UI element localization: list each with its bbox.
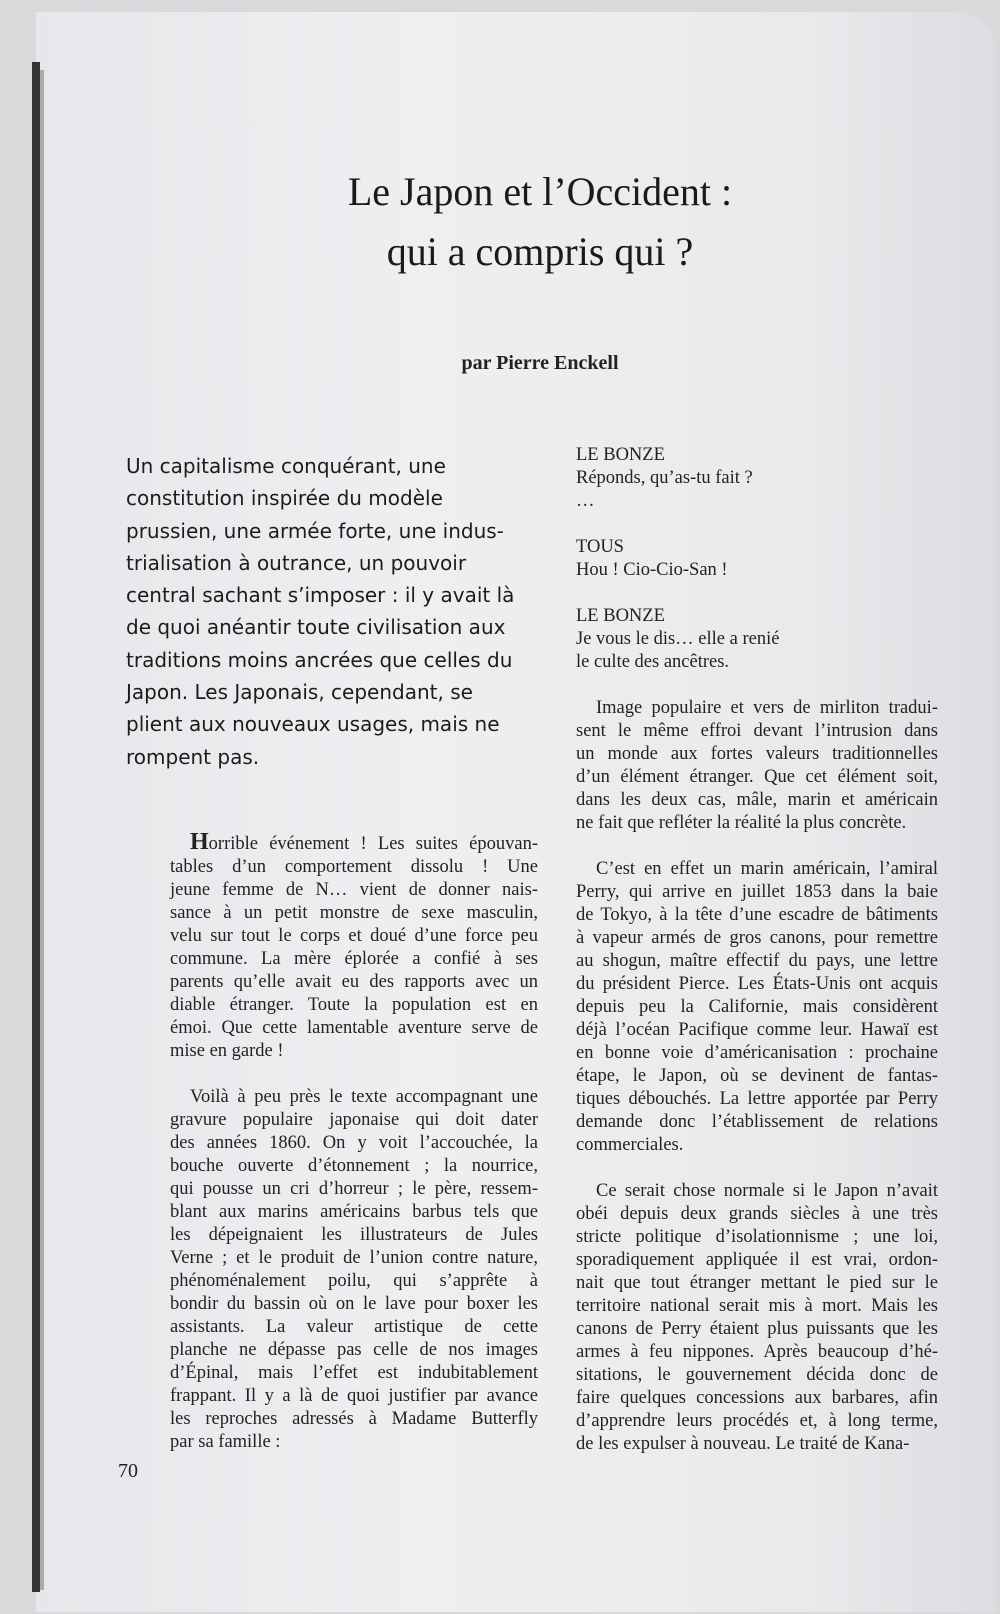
text-line: diable étranger. Toute la population est en [170,995,538,1015]
dialogue-line: Réponds, qu’as-tu fait ? [576,468,753,488]
text-line: obéi depuis deux grands siècles à une très [576,1204,938,1224]
intro-line: traditions moins ancrées que celles du [126,647,513,672]
speaker-name: TOUS [576,537,624,557]
dialogue-line: Je vous le dis… elle a renié [576,629,780,649]
intro-line: plient aux nouveaux usages, mais ne [126,712,500,737]
text-line: qui pousse un cri d’horreur ; le père, ressem- [170,1179,538,1199]
dialogue-speech [576,605,938,674]
paragraph [170,831,538,1063]
right-column [576,444,938,1479]
text-line: Perry, qui arrive en juillet 1853 dans la baie [576,882,938,902]
article-title-line-2: qui a compris qui ? [386,229,694,274]
paragraph [576,697,938,835]
text-line: stricte politique d’isolationnisme ; une loi, [576,1227,938,1247]
text-line: planche ne dépasse pas celle de nos images [170,1340,538,1360]
text-line: demande donc l’établissement de relations [576,1112,938,1132]
text-line: Horrible événement ! Les suites épouvan- [190,829,538,855]
text-line: Ce serait chose normale si le Japon n’avait [596,1181,938,1201]
text-line: jeune femme de N… vient de donner nais- [170,880,538,900]
text-line: nait que tout étranger mettant le pied sur le [576,1273,938,1293]
intro-line: de quoi anéantir toute civilisation aux [126,615,506,640]
text-line: d’un élément étranger. Que cet élément soit, [576,767,938,787]
text-line: canons de Perry étaient plus puissants que les [576,1319,938,1339]
paragraph [576,858,938,1157]
article-title-line-1: Le Japon et l’Occident : [347,169,733,214]
intro-line: prussien, une armée forte, une indus- [126,518,504,543]
text-line: Verne ; et le produit de l’union contre nature, [170,1248,538,1268]
text-line: sent le même effroi devant l’intrusion dans [576,721,938,741]
speaker-name: LE BONZE [576,445,665,465]
text-line: bondir du bassin où on le lave pour boxer les [170,1294,538,1314]
text-line: par sa famille : [170,1432,281,1452]
intro-line: central sachant s’imposer : il y avait là [126,583,515,608]
text-line: commerciales. [576,1135,684,1155]
text-line: tables d’un comportement dissolu ! Une [170,857,538,877]
text-line: les reproches adressés à Madame Butterfly [170,1409,538,1429]
text-line: tiques débouchés. La lettre apportée par Perry [576,1089,938,1109]
text-line: de les expulser à nouveau. Le traité de Kana- [576,1434,910,1454]
text-line: assistants. La valeur artistique de cette [170,1317,538,1337]
article-intro [126,450,514,773]
dialogue-speech [576,536,938,582]
text-line: déjà l’océan Pacifique comme leur. Hawaï est [576,1020,938,1040]
page-edge-shadow [40,70,44,1590]
text-line: frappant. Il y a là de quoi justifier par avance [170,1386,538,1406]
dialogue-line: le culte des ancêtres. [576,652,730,672]
text-line: gravure populaire japonaise qui doit dater [170,1110,538,1130]
text-line: sporadiquement appliquée il est vrai, ordon- [576,1250,938,1270]
text-line: armes à feu nippones. Après beaucoup d’hé- [576,1342,938,1362]
text-line: territoire national serait mis à mort. Mais les [576,1296,938,1316]
text-line: à vapeur armés de gros canons, pour remettre [576,928,938,948]
text-line: commune. La mère éplorée a confié à ses [170,949,538,969]
text-line: un monde aux fortes valeurs traditionnelles [576,744,938,764]
text-line: parents qu’elle avait eu des rapports avec un [170,972,538,992]
text-line: bouche ouverte d’étonnement ; la nourrice, [170,1156,538,1176]
text-line: de Tokyo, à la tête d’une escadre de bâtiments [576,905,938,925]
text-line: dans les deux cas, mâle, marin et américain [576,790,938,810]
intro-line: Un capitalisme conquérant, une [126,454,446,478]
text-line: ne fait que refléter la réalité la plus concrète. [576,813,907,833]
text-line: velu sur tout le corps et doué d’une force peu [170,926,538,946]
text-line: du président Pierce. Les États-Unis ont acquis [576,974,938,994]
text-line: C’est en effet un marin américain, l’amiral [596,859,938,879]
text-line: Image populaire et vers de mirliton tradui- [596,698,938,718]
speaker-name: LE BONZE [576,606,665,626]
paragraph [576,1180,938,1456]
text-line: sitations, le gouvernement décida donc de [576,1365,938,1385]
text-line: phénoménalement poilu, qui s’apprête à [170,1271,538,1291]
paragraph [170,1086,538,1454]
drop-cap: H [190,829,209,855]
text-line: Voilà à peu près le texte accompagnant une [190,1087,538,1107]
text-line: émoi. Que cette lamentable aventure serve de [170,1018,538,1038]
intro-line: trialisation à outrance, un pouvoir [126,550,467,575]
page-edge [32,62,40,1592]
text-line: faire quelques concessions aux barbares, afin [576,1388,938,1408]
text-line: d’apprendre leurs procédés et, à long terme, [576,1411,938,1431]
left-column [170,831,538,1477]
text-line: blant aux marins américains barbus tels que [170,1202,538,1222]
intro-line: constitution inspirée du modèle [126,486,443,511]
text-line: en bonne voie d’américanisation : prochaine [576,1043,938,1063]
dialogue-line: … [576,491,595,511]
text-line: étape, le Japon, où se devinent de fantas- [576,1066,938,1086]
text-line: les dépeignaient les illustrateurs de Jules [170,1225,538,1245]
text-line: d’Épinal, mais l’effet est indubitablement [170,1363,538,1383]
page-number: 70 [118,1460,138,1482]
intro-line: rompent pas. [126,744,260,769]
byline: par Pierre Enckell [461,352,619,374]
dialogue-line: Hou ! Cio-Cio-San ! [576,560,728,580]
text-line: mise en garde ! [170,1041,284,1061]
dialogue-speech [576,444,938,513]
intro-line: Japon. Les Japonais, cependant, se [126,680,473,705]
text-line: depuis peu la Californie, mais considèrent [576,997,938,1017]
text-line: sance à un petit monstre de sexe masculin, [170,903,538,923]
text-line: des années 1860. On y voit l’accouchée, la [170,1133,538,1153]
text-line: au shogun, maître effectif du pays, une lettre [576,951,938,971]
